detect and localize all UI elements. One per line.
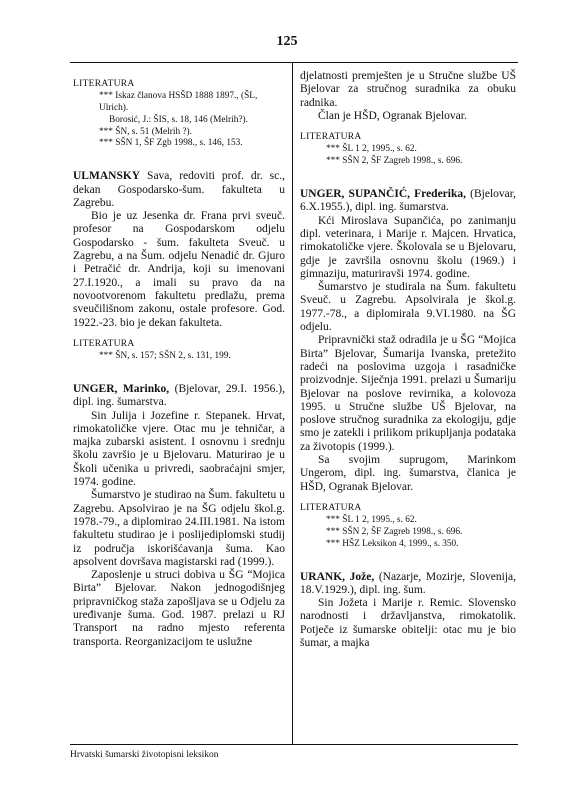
literature-item: *** SŠN 2, ŠF Zagreb 1998., s. 696. <box>326 527 463 537</box>
literature-title: LITERATURA <box>300 132 362 143</box>
entry-heading-rest: (Bjelovar, 6.X.1955.), dipl. ing. šumarstva. <box>300 188 516 214</box>
literature-title: LITERATURA <box>300 502 362 513</box>
entry-heading <box>300 188 516 215</box>
literature-title: LITERATURA <box>73 79 135 89</box>
entry-unger-marinko <box>73 383 285 649</box>
entry-paragraph: Kći Miroslava Supančića, po zanimanju dipl. veterinara, i Marije r. Majcen. Hrvatica, rimokatoličke vjere. Školovala se u Bjelovaru, gdje je završila osnovnu školu (1969.) i gimnaziju, maturiravši 1974. godine. <box>300 214 516 280</box>
literature-item: *** SŠN 2, ŠF Zagreb 1998., s. 696. <box>326 156 463 167</box>
entry-surname: ULMANSKY <box>73 170 141 183</box>
entry-paragraph: Bio je uz Jesenka dr. Frana prvi sveuč. profesor na Gospodarskom odjelu Gospodarsko - šum. fakulteta Sveuč. u Zagrebu, a na Šum. odjelu Nenadić dr. Gjuro i Petračić dr. Andrija, koji su imenovani 27.I.1920., a imali su pravo da na novootvorenom fakultetu predlažu, prema sveučilišnom zakonu, ostale profesore. God. 1922.-23. bio je dekan fakulteta. <box>73 210 285 329</box>
literature-block-3 <box>300 131 516 168</box>
entry-urank <box>300 571 516 651</box>
footer-title: Hrvatski šumarski životopisni leksikon <box>70 750 219 760</box>
entry-surname: UNGER, SUPANČIĆ, Frederika, <box>300 188 466 201</box>
entry-continuation <box>300 70 516 123</box>
entry-paragraph: Šumarstvo je studirao na Šum. fakultetu u Zagrebu. Apsolvirao je na ŠG odjelu škol.g. 1978.-79., a diplomirao 24.III.1981. Na istom fakultetu studirao je i poslijediplomski studij iz područja iskorišćavanja šuma. Kao apsolvent dovršava magistarski rad (1999.). <box>73 489 285 568</box>
continuation-paragraph: Član je HŠD, Ogranak Bjelovar. <box>318 109 467 122</box>
entry-unger-frederika <box>300 188 516 494</box>
literature-item: *** HŠZ Leksikon 4, 1999., s. 350. <box>326 538 459 549</box>
top-rule <box>70 62 518 63</box>
literature-block-2 <box>73 338 285 363</box>
left-column <box>73 70 285 649</box>
literature-block-1 <box>73 78 285 150</box>
entry-heading-rest: (Bjelovar, 29.I. 1956.), dipl. ing. šumarstva. <box>73 382 285 409</box>
literature-block-4 <box>300 502 516 551</box>
literature-item: *** SŠN 1, ŠF Zgb 1998., s. 146, 153. <box>99 138 243 149</box>
entry-paragraph: Pripravnički staž odradila je u ŠG “Mojica Birta” Bjelovar, Šumarija Ivanska, pretežito radeći na poslovima uzgoja i rasadničke proizvodnje. Siječnja 1991. prelazi u Šumariju Bjelovar na poslove revirnika, a kolovoza 1995. u Stručne službe UŠ Bjelovar, na poslove stručnog suradnika za ekologiju, gdje smo je zatekli i prilikom prikupljanja podataka za životopis (1999.). <box>300 334 516 453</box>
literature-title: LITERATURA <box>73 338 135 349</box>
entry-heading <box>73 170 285 210</box>
entry-paragraph: Šumarstvo je studirala na Šum. fakultetu Sveuč. u Zagrebu. Apsolvirala je škol.g. 1977.-78., a diplomirala 9.VI.1980. na ŠG odjelu. <box>300 281 516 334</box>
right-column <box>300 70 516 650</box>
entry-heading-rest: Sava, redoviti prof. dr. sc., dekan Gospodarsko-šum. fakulteta u Zagrebu. <box>73 170 286 209</box>
literature-item: Borosić, J.: ŠIS, s. 18, 146 (Melrih?). <box>109 114 248 125</box>
literature-item: *** Iskaz članova HSŠD 1888 1897., (ŠL, Ulrich). <box>99 91 258 114</box>
entry-paragraph: Zaposlenje u struci dobiva u ŠG “Mojica Birta” Bjelovar. Nakon jednogodišnjeg pripravničkog staža zapošljava se u Odjelu za uređivanje šuma. God. 1987. prelazi u RJ Transport na radno mjesto referenta transporta. Reorganizacijom te uslužne <box>73 569 285 648</box>
entry-paragraph: Sin Jožeta i Marije r. Remic. Slovensko narodnosti i državljanstva, rimokatolik. Potječe iz šumarske obitelji: otac mu je bio šumar, a majka <box>300 597 516 650</box>
bottom-rule <box>70 744 518 745</box>
continuation-paragraph: djelatnosti premješten je u Stručne službe UŠ Bjelovar za stručnog suradnika za obuku radnika. <box>300 70 516 109</box>
literature-item: *** ŠL 1 2, 1995., s. 62. <box>326 515 417 526</box>
entry-heading <box>300 571 516 598</box>
literature-item: *** ŠL 1 2, 1995., s. 62. <box>326 144 417 155</box>
entry-paragraph: Sin Julija i Jozefine r. Stepanek. Hrvat, rimokatoličke vjere. Otac mu je tehničar, a majka zubarski asistent. I osnovnu i srednju školu završio je u Bjelovaru. Maturirao je u Školi učenika u privredi, saobraćajni smjer, 1974. godine. <box>73 409 285 489</box>
literature-item: *** ŠN, s. 51 (Melrih ?). <box>99 126 192 137</box>
entry-heading-rest: (Nazarje, Mozirje, Slovenija, 18.V.1929.), dipl. ing. šum. <box>300 570 517 596</box>
entry-ulmansky <box>73 170 285 330</box>
entry-heading <box>73 383 285 410</box>
entry-surname: URANK, Jože, <box>300 570 375 583</box>
column-divider <box>292 62 293 744</box>
entry-surname: UNGER, Marinko, <box>73 382 170 395</box>
page-number: 125 <box>276 34 298 49</box>
entry-paragraph: Sa svojim suprugom, Marinkom Ungerom, dipl. ing. šumarstva, članica je HŠD, Ogranak Bjelovar. <box>300 454 516 493</box>
literature-item: *** ŠN, s. 157; SŠN 2, s. 131, 199. <box>99 351 231 362</box>
